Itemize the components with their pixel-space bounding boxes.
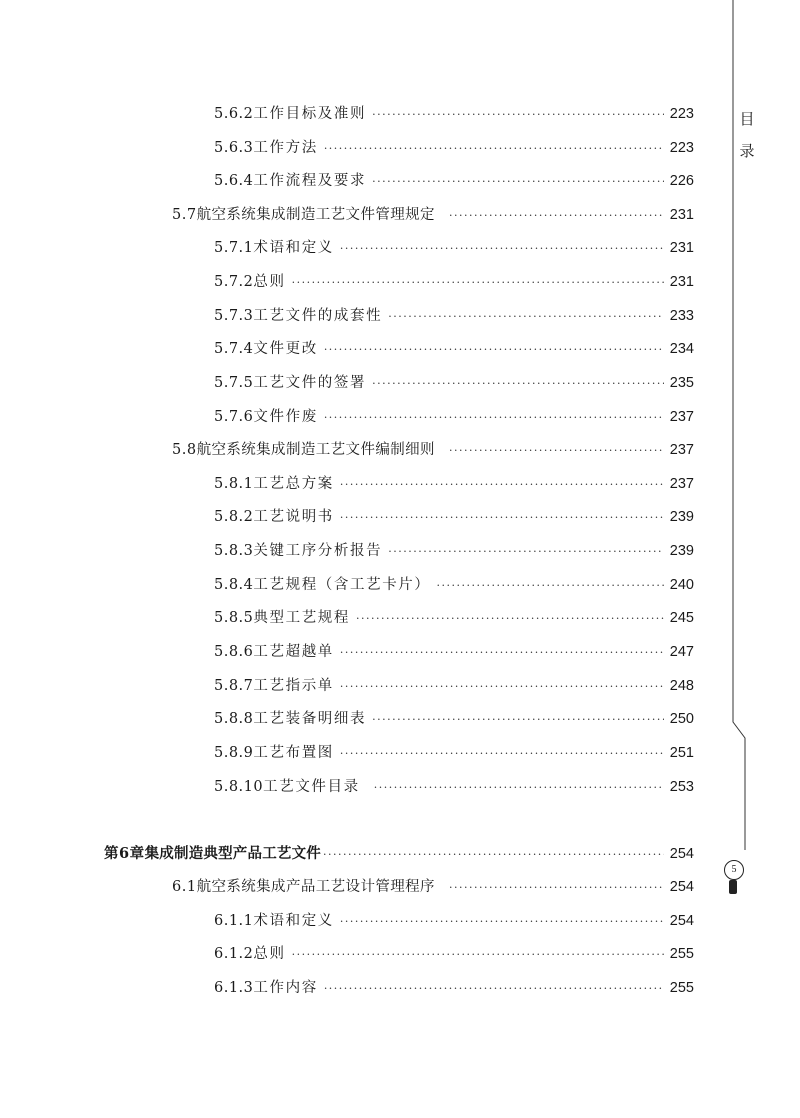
entry-page: 237 [669,476,694,492]
toc-entry[interactable] [214,708,694,730]
toc-entry[interactable] [214,103,694,125]
toc-entry[interactable] [214,607,694,629]
entry-number: 5.8.10 [214,779,264,795]
dot-leader [449,440,664,462]
entry-page: 254 [669,879,694,895]
entry-page: 239 [669,543,694,559]
entry-number: 5.7.2 [214,274,254,290]
entry-title: 关键工序分析报告 [253,543,383,559]
entry-title: 工艺总方案 [253,476,334,492]
entry-title: 工作目标及准则 [253,106,367,122]
toc-section-entry[interactable] [172,439,694,461]
dot-leader [323,844,664,866]
entry-title: 术语和定义 [253,913,334,929]
dot-leader [340,676,664,698]
toc-entry[interactable] [214,506,694,528]
dot-leader [340,507,664,529]
entry-number: 5.8.8 [214,711,254,727]
entry-number: 5.8.9 [214,745,254,761]
entry-number: 6.1.2 [214,946,254,962]
entry-title: 工作内容 [253,980,318,996]
entry-number: 5.8.6 [214,644,254,660]
entry-title: 工艺超越单 [253,644,334,660]
dot-leader [340,911,664,933]
entry-number: 5.8.5 [214,610,254,626]
toc-entry[interactable] [214,910,694,932]
dot-leader [372,104,664,126]
running-section-title: 目录 [739,110,755,160]
entry-page: 250 [669,711,694,727]
toc-entry[interactable] [214,473,694,495]
chapter-number: 第6章 [104,845,145,862]
toc-section-entry[interactable] [172,204,694,226]
entry-number: 5.6.2 [214,106,254,122]
toc-section-entry[interactable] [172,876,694,898]
dot-leader [340,743,664,765]
page-number-tab [729,880,737,894]
entry-title: 工艺指示单 [253,678,334,694]
toc-entry[interactable] [214,776,694,798]
toc-entry[interactable] [214,170,694,192]
toc-entry[interactable] [214,675,694,697]
dot-leader [292,272,664,294]
dot-leader [437,575,664,597]
entry-title: 工艺文件的成套性 [253,308,383,324]
entry-title: 总则 [253,946,286,962]
entry-number: 5.7.1 [214,240,254,256]
entry-number: 5.7.6 [214,409,254,425]
dot-leader [324,407,664,429]
entry-page: 223 [669,106,694,122]
entry-number: 5.8.7 [214,678,254,694]
entry-page: 235 [669,375,694,391]
entry-page: 226 [669,173,694,189]
entry-number: 6.1.1 [214,913,254,929]
toc-entry[interactable] [214,406,694,428]
entry-title: 术语和定义 [253,240,334,256]
entry-page: 223 [669,140,694,156]
toc-chapter-entry[interactable] [104,843,694,865]
dot-leader [388,306,664,328]
dot-leader [372,709,664,731]
entry-number: 5.8 [172,442,197,458]
toc-entry[interactable] [214,338,694,360]
entry-number: 5.8.2 [214,509,254,525]
entry-page: 231 [669,240,694,256]
entry-page: 251 [669,745,694,761]
dot-leader [324,138,664,160]
entry-page: 255 [669,980,694,996]
entry-title: 工艺说明书 [253,509,334,525]
entry-title: 总则 [253,274,286,290]
dot-leader [324,339,664,361]
entry-title: 航空系统集成产品工艺设计管理程序 [196,879,435,895]
entry-number: 6.1.3 [214,980,254,996]
entry-title: 文件作废 [253,409,318,425]
dot-leader [324,978,664,1000]
page-number-badge: 5 [724,860,744,880]
toc-entry[interactable] [214,237,694,259]
entry-page: 231 [669,274,694,290]
entry-number: 5.7.3 [214,308,254,324]
entry-title: 文件更改 [253,341,318,357]
entry-page: 234 [669,341,694,357]
dot-leader [372,171,664,193]
dot-leader [372,373,664,395]
dot-leader [374,777,664,799]
entry-number: 5.8.1 [214,476,254,492]
entry-title: 工作方法 [253,140,318,156]
toc-entry[interactable] [214,540,694,562]
toc-entry[interactable] [214,977,694,999]
toc-entry[interactable] [214,574,694,596]
entry-number: 5.7.4 [214,341,254,357]
entry-number: 6.1 [172,879,197,895]
entry-page: 254 [669,846,694,862]
entry-page: 233 [669,308,694,324]
dot-leader [292,944,664,966]
entry-page: 237 [669,409,694,425]
toc-entry[interactable] [214,137,694,159]
entry-page: 255 [669,946,694,962]
entry-title: 工作流程及要求 [253,173,367,189]
toc-entry[interactable] [214,305,694,327]
entry-title: 工艺布置图 [253,745,334,761]
dot-leader [449,205,664,227]
entry-title: 工艺文件目录 [263,779,360,795]
entry-number: 5.6.3 [214,140,254,156]
dot-leader [340,238,664,260]
entry-page: 237 [669,442,694,458]
entry-page: 240 [669,577,694,593]
entry-page: 247 [669,644,694,660]
toc-entry[interactable] [214,372,694,394]
entry-number: 5.6.4 [214,173,254,189]
toc-entry[interactable] [214,943,694,965]
dot-leader [388,541,664,563]
entry-title: 工艺文件的签署 [253,375,367,391]
entry-title: 工艺装备明细表 [253,711,367,727]
chapter-title: 集成制造典型产品工艺文件 [144,845,321,862]
entry-page: 248 [669,678,694,694]
entry-page: 231 [669,207,694,223]
entry-number: 5.8.3 [214,543,254,559]
entry-number: 5.8.4 [214,577,254,593]
dot-leader [340,642,664,664]
dot-leader [449,877,664,899]
entry-title: 典型工艺规程 [253,610,351,626]
entry-title: 航空系统集成制造工艺文件编制细则 [196,442,435,458]
entry-number: 5.7 [172,207,197,223]
toc-entry[interactable] [214,641,694,663]
dot-leader [340,474,664,496]
entry-title: 航空系统集成制造工艺文件管理规定 [196,207,435,223]
entry-title: 工艺规程（含工艺卡片） [253,577,431,593]
entry-page: 253 [669,779,694,795]
entry-page: 254 [669,913,694,929]
toc-entry[interactable] [214,742,694,764]
entry-number: 5.7.5 [214,375,254,391]
entry-page: 239 [669,509,694,525]
toc-entry[interactable] [214,271,694,293]
dot-leader [356,608,664,630]
entry-page: 245 [669,610,694,626]
